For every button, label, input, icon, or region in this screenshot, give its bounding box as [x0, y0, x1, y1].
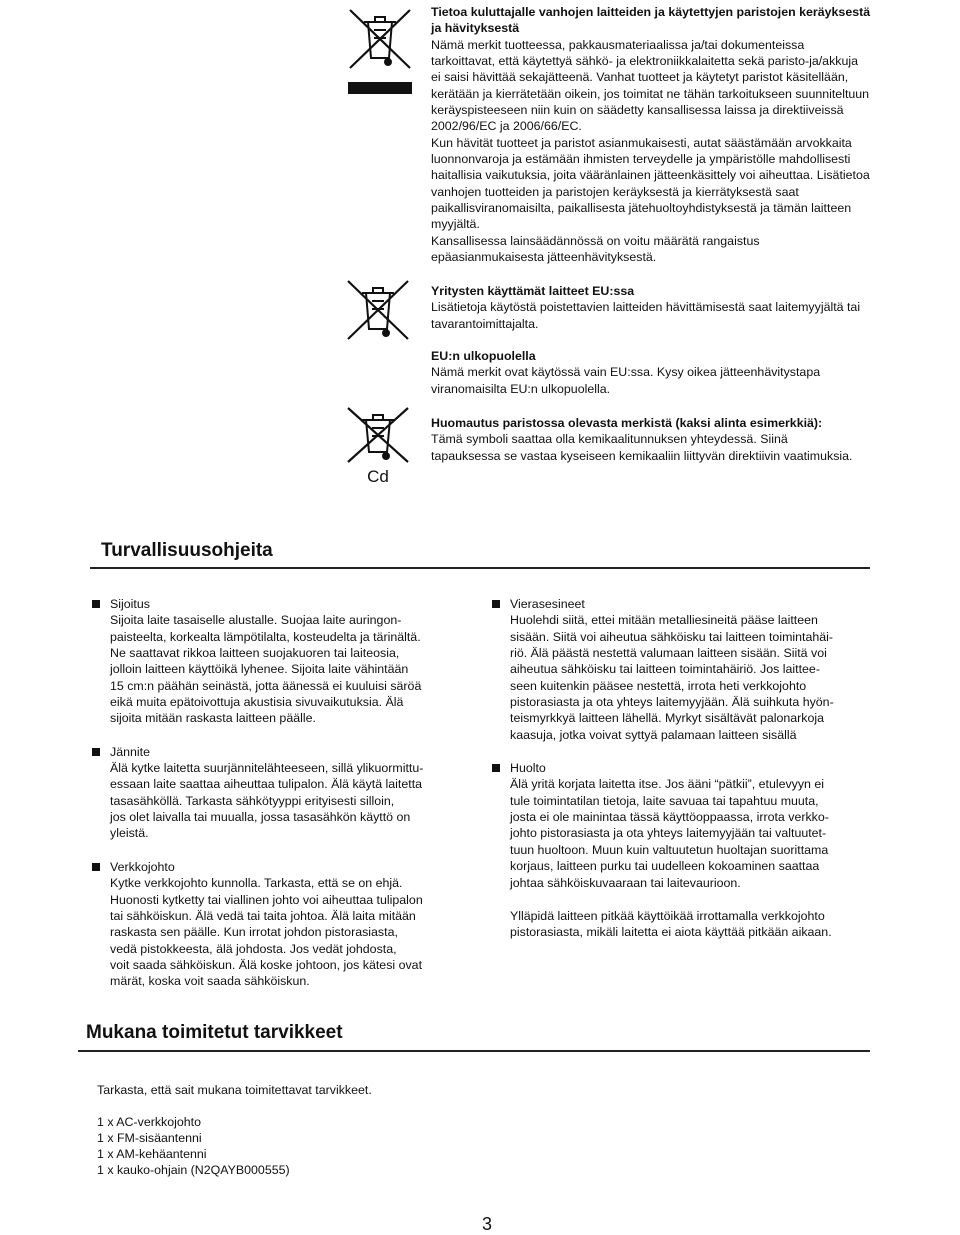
accessory-item: 1 x AC-verkkojohto: [97, 1115, 201, 1129]
battery-note-section: [431, 415, 855, 464]
safety-item-title: Vierasesineet: [510, 597, 585, 611]
safety-left-column: [92, 596, 472, 990]
business-heading: Yritysten käyttämät laitteet EU:ssa: [431, 284, 635, 298]
eu-disposal-section: [431, 4, 871, 266]
weee-black-bar: [348, 82, 412, 94]
weee-symbol-1: [348, 6, 412, 94]
safety-title: Turvallisuusohjeita: [101, 540, 273, 561]
bullet-square-icon: [492, 600, 500, 608]
weee-symbol-3: [346, 406, 410, 486]
crossed-bin-icon: [348, 6, 412, 72]
bullet-square-icon: [92, 863, 100, 871]
bullet-square-icon: [92, 748, 100, 756]
chemical-symbol: Cd: [367, 467, 389, 486]
safety-item-title: Sijoitus: [110, 597, 150, 611]
safety-item-title: Verkkojohto: [110, 859, 175, 874]
safety-item-text: Huolehdi siitä, ettei mitään metalliesineitä pääse laitteen sisään. Siitä voi aiheutua sähköisku tai laitteen toimintahäi- riö. Älä päästä nestettä valumaan laitteen sisään. Siitä voi aiheutua sähköisku tai laitteen toimintahäiriö. Jos laittee- seen kuitenkin pääsee nestettä, irrota heti verkkojohto pistorasiasta ja ota yhteys laitemyyjään. Älä suihkuta hyön- teismyrkkyä laitteen lähellä. Myrkyt sisältävät palonarkoja kaasuja, jotka voivat syttyä palamaan laitteen sisällä: [510, 613, 834, 742]
safety-title-rule: [90, 567, 870, 569]
page-number: 3: [482, 1214, 493, 1234]
safety-item-verkkojohto: [92, 859, 472, 990]
safety-item-huolto: [492, 760, 872, 891]
bullet-square-icon: [492, 764, 500, 772]
accessory-item: 1 x kauko-ohjain (N2QAYB000555): [97, 1163, 290, 1177]
outside-eu-section: [431, 348, 863, 397]
battery-note-heading: Huomautus paristossa olevasta merkistä (kaksi alinta esimerkkiä):: [431, 416, 823, 430]
eu-disposal-heading: Tietoa kuluttajalle vanhojen laitteiden ja käytettyjen paristojen keräyksestä ja hävityksestä: [431, 5, 871, 36]
accessories-list: [97, 1114, 290, 1178]
safety-item-text: Älä yritä korjata laitetta itse. Jos ääni “pätkii”, etulevyyn ei tule toimintatilan tietoja, laite savuaa tai tapahtuu muuta, josta ei ole mainintaa tässä käyttöoppaassa, irrota verkko- johto pistorasiasta ja ota yhteys laitemyyjään tai valtuutet- tuun huoltoon. Muun kuin valtuutetun huoltajan suorittama korjaus, laitteen purku tai uudelleen kokoaminen saattaa johtaa sähköiskuvaaraan tai laitevaurioon.: [510, 777, 829, 890]
outside-eu-text: Nämä merkit ovat käytössä vain EU:ssa. Kysy oikea jätteenhävitystapa viranomaisilta EU:n ulkopuolella.: [431, 365, 821, 396]
accessories-intro: Tarkasta, että sait mukana toimitettavat tarvikkeet.: [97, 1083, 372, 1097]
safety-right-column: [492, 596, 872, 941]
accessories-title: Mukana toimitetut tarvikkeet: [86, 1022, 343, 1043]
accessories-title-rule: [78, 1050, 870, 1052]
safety-item-vierasesineet: [492, 596, 872, 743]
eu-disposal-text-3: Kansallisessa lainsäädännössä on voitu määrätä rangaistus epäasianmukaisesta jätteenhävityksestä.: [431, 233, 760, 265]
bullet-square-icon: [92, 600, 100, 608]
crossed-bin-icon: [346, 406, 410, 466]
business-section: [431, 283, 863, 332]
safety-item-text: Sijoita laite tasaiselle alustalle. Suojaa laite auringon- paisteelta, korkealta lämpötilalta, kosteudelta ja tärinältä. Ne saattavat rikkoa laitteen suojakuoren tai laiteosia, jolloin laitteen käyttöikä lyhenee. Sijoita laite vähintään 15 cm:n päähän seinästä, jotta äänessä ei kuuluisi säröä eikä muita epätoivottuja akustisia sivuvaikutuksia. Älä sijoita mitään raskasta laitteen päälle.: [110, 613, 422, 726]
safety-item-sijoitus: [92, 596, 472, 727]
eu-disposal-text-1: Nämä merkit tuotteessa, pakkausmateriaalissa ja/tai dokumenteissa tarkoittavat, että käytettyä sähkö- ja elektroniikkalaitetta sekä paristo-ja/akkuja ei saisi hävittää sekajätteenä. Vanhat tuotteet ja käytetyt paristot käsitellään, kerätään ja kierrätetään oikein, jos toimitat ne tähän tarkoitukseen suunniteltuun keräyspisteeseen niin kuin on säädetty kansallisessa laissa ja direktiiveissä 2002/96/EC ja 2006/66/EC.: [431, 37, 870, 134]
accessory-item: 1 x AM-kehäantenni: [97, 1147, 207, 1161]
business-text: Lisätietoja käytöstä poistettavien laitteiden hävittämisestä saat laitemyyjältä tai tavarantoimittajalta.: [431, 300, 861, 331]
battery-note-text: Tämä symboli saattaa olla kemikaalitunnuksen yhteydessä. Siinä tapauksessa se vastaa kyseiseen kemikaaliin liittyvän direktiivin vaatimuksia.: [431, 432, 853, 463]
safety-item-jannite: [92, 744, 472, 842]
safety-item-title: Jännite: [110, 744, 150, 759]
outside-eu-heading: EU:n ulkopuolella: [431, 349, 536, 363]
safety-item-title: Huolto: [510, 761, 546, 776]
weee-symbol-2: [346, 277, 410, 343]
eu-disposal-text-2: Kun hävität tuotteet ja paristot asianmukaisesti, autat säästämään arvokkaita luonnonvaroja ja estämään ihmisten terveydelle ja ympäristölle mahdollisesti haitallisia vaikutuksia, joita vääränlainen jätteenkäsittely voi aiheuttaa. Lisätietoa vanhojen tuotteiden ja paristojen keräyksestä ja kierrätyksestä saat paikallisviranomaisilta, paikallisesta jätehuoltoyhdistyksestä ja tämän laitteen myyjältä.: [431, 135, 870, 232]
safety-right-extra-text: Ylläpidä laitteen pitkää käyttöikää irrottamalla verkkojohto pistorasiasta, mikäli laitetta ei aiota käyttää pitkään aikaan.: [510, 908, 832, 940]
crossed-bin-icon: [346, 277, 410, 343]
safety-item-text: Älä kytke laitetta suurjännitelähteeseen, sillä ylikuormittu- essaan laite saattaa aiheuttaa tulipalon. Älä käytä laitetta tasasähköllä. Tarkasta sähkötyyppi erityisesti silloin, jos olet laivalla tai muualla, jossa tasasähkön käyttö on yleistä.: [110, 761, 424, 841]
accessory-item: 1 x FM-sisäantenni: [97, 1131, 202, 1145]
safety-item-text: Kytke verkkojohto kunnolla. Tarkasta, että se on ehjä. Huonosti kytketty tai viallinen johto voi aiheuttaa tulipalon tai sähköiskun. Älä vedä tai taita johtoa. Älä laita mitään raskasta sen päälle. Kun irrotat johdon pistorasiasta, vedä pistokkeesta, älä johdosta. Jos vedät johdosta, voit saada sähköiskun. Älä koske johtoon, jos kätesi ovat märät, koska voit saada sähköiskun.: [110, 876, 423, 989]
